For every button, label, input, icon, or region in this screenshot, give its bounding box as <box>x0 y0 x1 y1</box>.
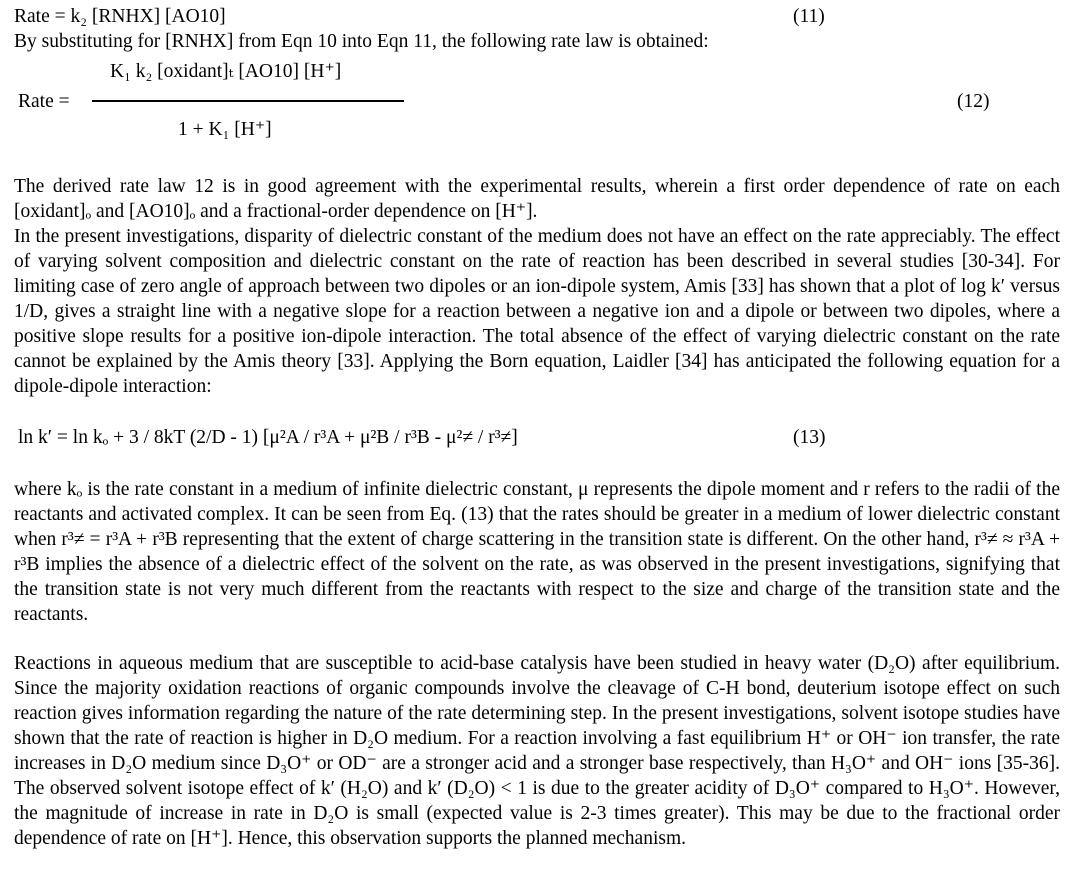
paragraph-solvent-isotope: Reactions in aqueous medium that are susceptible to acid-base catalysis have been studied in heavy water (D₂O) after equilibrium. Since the majority oxidation reactions of organic compounds involve the cleavage of C-H bond, deuterium isotope effect on such reaction gives information regarding the nature of the rate determining step. In the present investigations, solvent isotope studies have shown that the rate of reaction is higher in D₂O medium. For a reaction involving a fast equilibrium H⁺ or OH⁻ ion transfer, the rate increases in D₂O medium since D₃O⁺ or OD⁻ are a stronger acid and a stronger base respectively, than H₃O⁺ and OH⁻ ions [35-36]. The observed solvent isotope effect of k′ (H₂O) and k′ (D₂O) < 1 is due to the greater acidity of D₃O⁺ compared to H₃O⁺. However, the magnitude of increase in rate in D₂O is small (expected value is 2-3 times greater). This may be due to the fractional order dependence of rate on [H⁺]. Hence, this observation supports the planned mechanism. <box>14 653 1060 849</box>
equation-11-text: Rate = k₂ [RNHX] [AO10] <box>14 6 226 27</box>
paragraph-rate-law-agreement: The derived rate law 12 is in good agreement with the experimental results, wherein a first order dependence of rate on each [oxidant]ₒ and [AO10]ₒ and a fractional-order dependence on [H⁺]. <box>14 176 1060 222</box>
equation-12-fraction-bar <box>92 100 404 102</box>
equation-11-number: (11) <box>793 6 825 27</box>
equation-12-lhs: Rate = <box>18 91 70 112</box>
equation-12-number: (12) <box>957 91 990 112</box>
equation-12-denominator: 1 + K₁ [H⁺] <box>178 119 272 140</box>
paragraph-activated-complex: where kₒ is the rate constant in a medium of infinite dielectric constant, μ represents the dipole moment and r refers to the radii of the reactants and activated complex. It can be seen from Eq. (13) that the rates should be greater in a medium of lower dielectric constant when r³≠ = r³A + r³B representing that the extent of charge scattering in the transition state is different. On the other hand, r³≠ ≈ r³A + r³B implies the absence of a dielectric effect of the solvent on the rate, as was observed in the present investigations, signifying that the transition state is not very much different from the reactants with respect to the size and charge of the transition state and the reactants. <box>14 479 1060 625</box>
equation-12-numerator: K₁ k₂ [oxidant]ₜ [AO10] [H⁺] <box>110 61 342 82</box>
substitution-sentence: By substituting for [RNHX] from Eqn 10 into Eqn 11, the following rate law is obtained: <box>14 31 709 52</box>
equation-13: ln k′ = ln kₒ + 3 / 8kT (2/D - 1) [μ²A / r³A + μ²B / r³B - μ²≠ / r³≠] <box>18 427 518 448</box>
equation-11 <box>14 4 1072 29</box>
paragraph-dielectric-effect: In the present investigations, disparity of dielectric constant of the medium does not have an effect on the rate appreciably. The effect of varying solvent composition and dielectric constant on the rate of reaction has been described in several studies [30-34]. For limiting case of zero angle of approach between two dipoles or an ion-dipole system, Amis [33] has shown that a plot of log k′ versus 1/D, gives a straight line with a negative slope for a reaction between a negative ion and a dipole or between two dipoles, where a positive slope results for a positive ion-dipole interaction. The total absence of the effect of varying dielectric constant on the rate cannot be explained by the Amis theory [33]. Applying the Born equation, Laidler [34] has anticipated the following equation for a dipole-dipole interaction: <box>14 226 1060 397</box>
equation-13-number: (13) <box>793 427 826 448</box>
